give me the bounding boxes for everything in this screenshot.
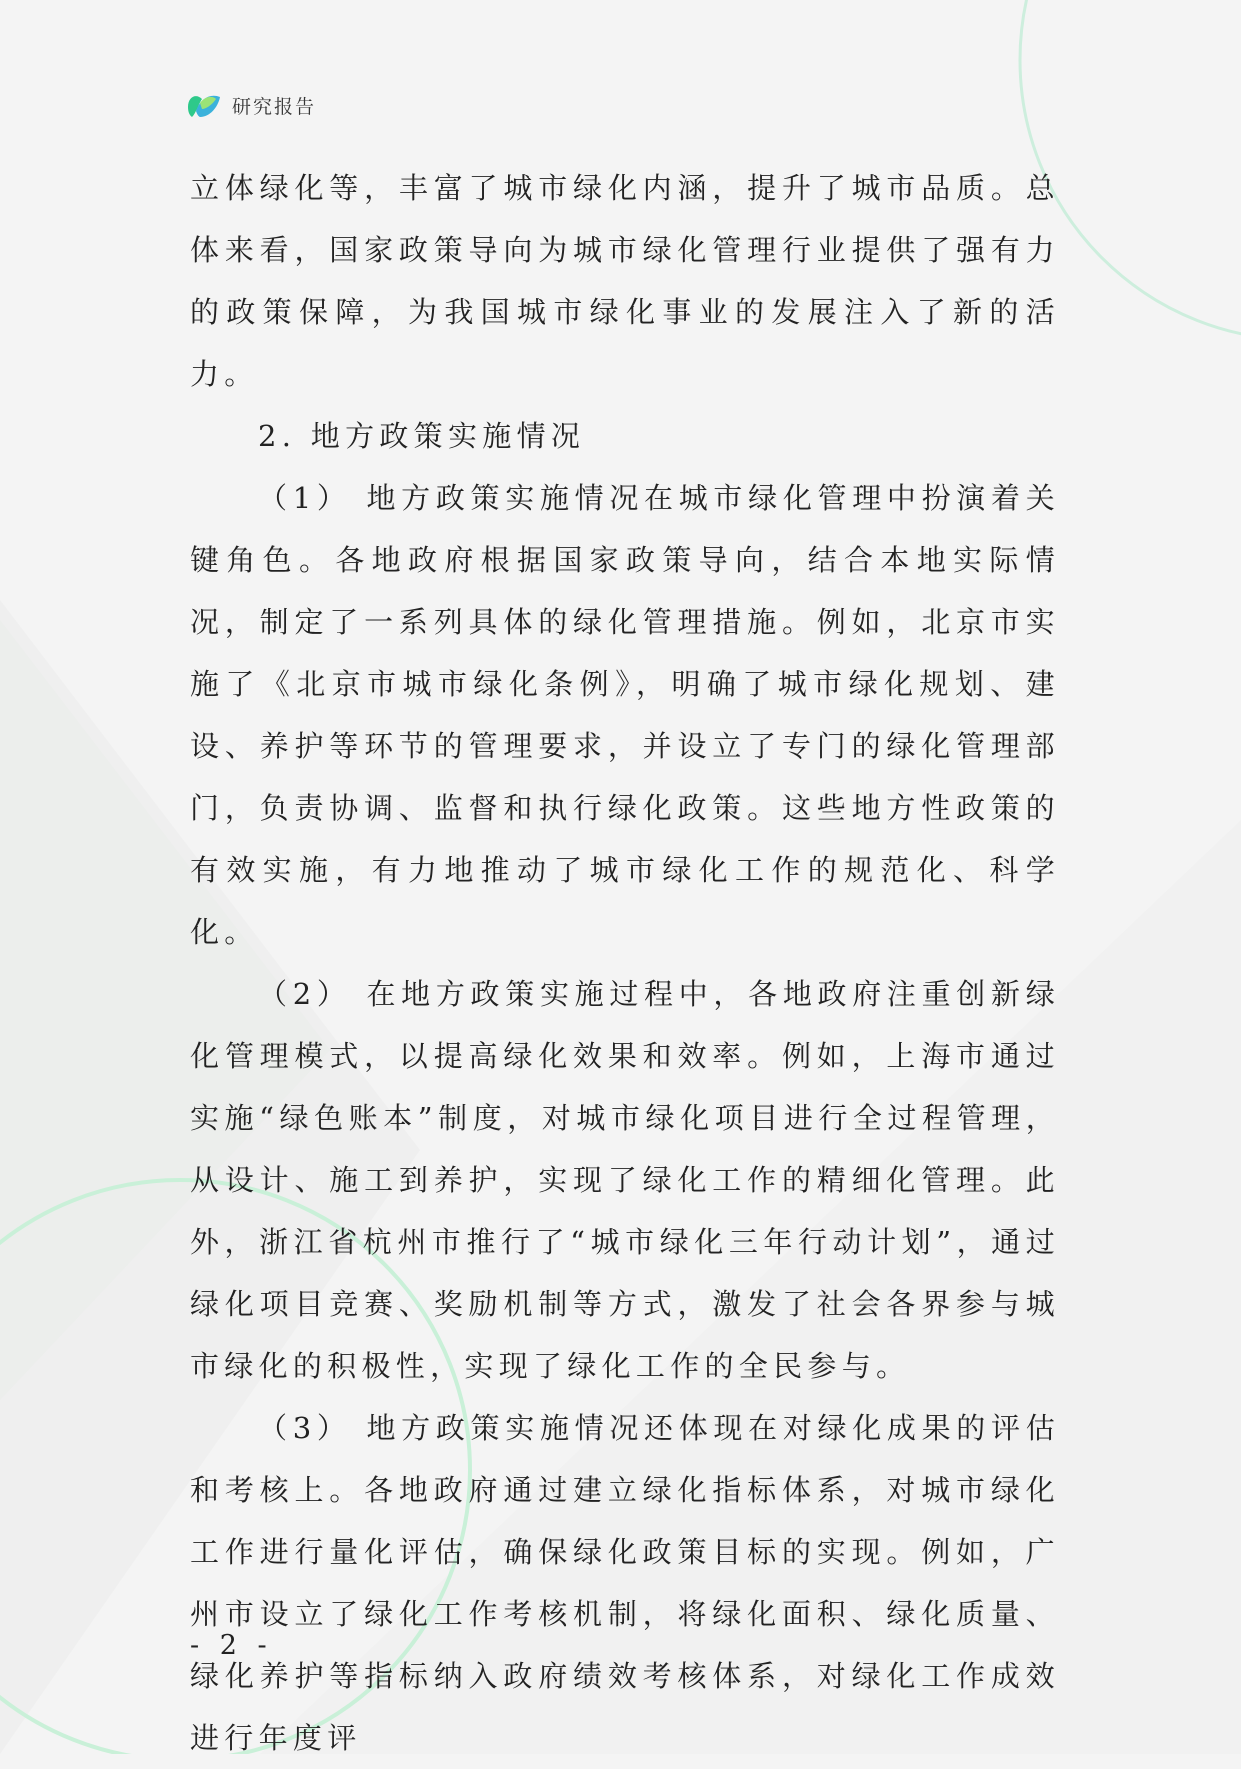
page-number: - 2 -: [190, 1630, 273, 1661]
report-header: [186, 88, 316, 122]
section-heading: 2. 地方政策实施情况: [258, 419, 586, 453]
report-brand-label: 研究报告: [232, 95, 317, 118]
paragraph: （1） 地方政策实施情况在城市绿化管理中扮演着关键角色。各地政府根据国家政策导向，结合本地实际情况，制定了一系列具体的绿化管理措施。例如，北京市实施了《北京市城市绿化条例》，明确了城市绿化规划、建设、养护等环节的管理要求，并设立了专门的绿化管理部门，负责协调、监督和执行绿化政策。这些地方性政策的有效实施，有力地推动了城市绿化工作的规范化、科学化。: [190, 481, 1060, 949]
leaf-logo-icon: [186, 89, 222, 121]
paragraph: （2） 在地方政策实施过程中，各地政府注重创新绿化管理模式，以提高绿化效果和效率。例如，上海市通过实施“绿色账本”制度，对城市绿化项目进行全过程管理，从设计、施工到养护，实现了绿化工作的精细化管理。此外，浙江省杭州市推行了“城市绿化三年行动计划”，通过绿化项目竞赛、奖励机制等方式，激发了社会各界参与城市绿化的积极性，实现了绿化工作的全民参与。: [190, 977, 1060, 1383]
paragraph: （3） 地方政策实施情况还体现在对绿化成果的评估和考核上。各地政府通过建立绿化指标体系，对城市绿化工作进行量化评估，确保绿化政策目标的实现。例如，广州市设立了绿化工作考核机制，将绿化面积、绿化质量、绿化养护等指标纳入政府绩效考核体系，对绿化工作成效进行年度评: [190, 1411, 1060, 1755]
document-body: [190, 157, 1060, 1769]
paragraph-continuation: 立体绿化等，丰富了城市绿化内涵，提升了城市品质。总体来看，国家政策导向为城市绿化管理行业提供了强有力的政策保障，为我国城市绿化事业的发展注入了新的活力。: [190, 171, 1060, 391]
